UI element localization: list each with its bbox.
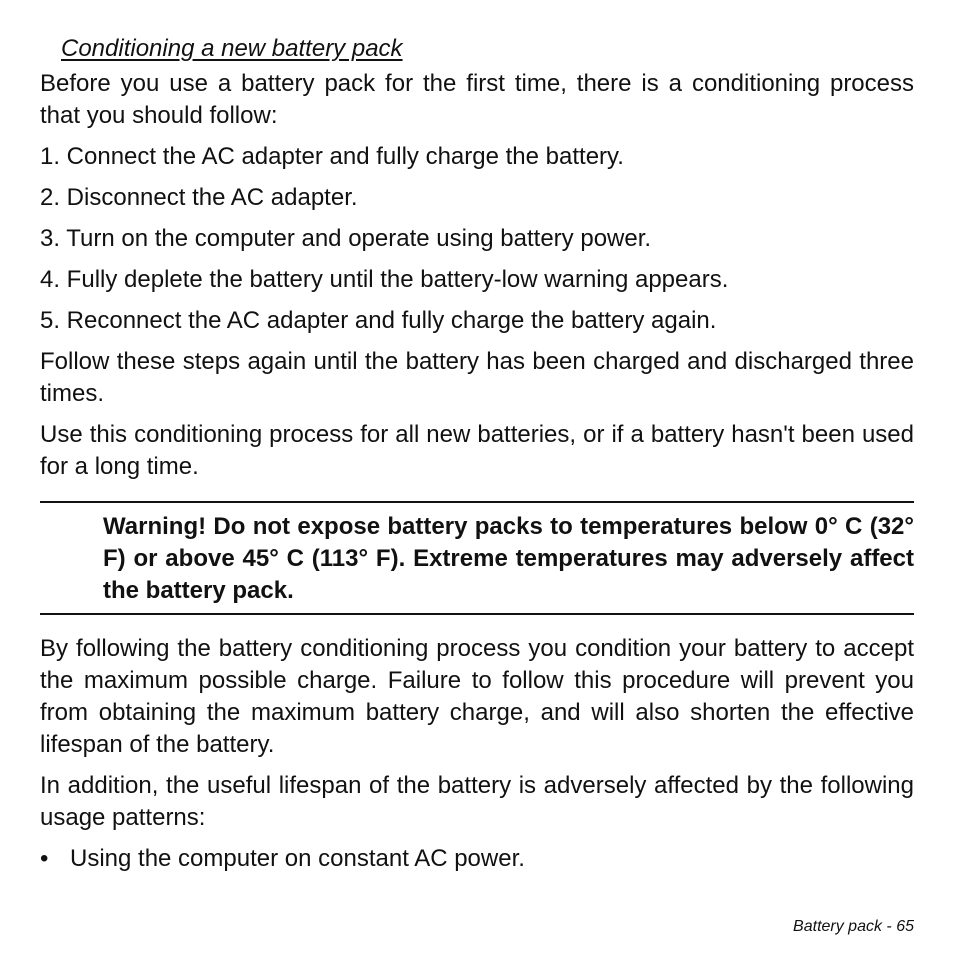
warning-text: Warning! Do not expose battery packs to temperatures below 0° C (32° F) or above 45° C (113° F). Extreme temperatures may adversely affect the battery pack. [103,513,914,604]
step-item: 3. Turn on the computer and operate using battery power. [40,225,652,252]
step-item: 4. Fully deplete the battery until the battery-low warning appears. [40,266,729,293]
step-item: 1. Connect the AC adapter and fully charge the battery. [40,143,624,170]
page-footer [793,916,914,938]
warning-box [40,501,914,615]
consequence-paragraph: By following the battery conditioning process you condition your battery to accept the maximum possible charge. Failure to follow this procedure will prevent you from obtaining the maximum battery charge, and will also shorten the effective lifespan of the battery. [40,635,914,758]
addition-paragraph: In addition, the useful lifespan of the battery is adversely affected by the following usage patterns: [40,772,914,831]
use-paragraph: Use this conditioning process for all new batteries, or if a battery hasn't been used for a long time. [40,421,914,480]
bullet-icon: • [40,845,49,872]
intro-paragraph: Before you use a battery pack for the first time, there is a conditioning process that you should follow: [40,70,914,129]
usage-patterns-list [40,843,914,875]
section-title: Conditioning a new battery pack [61,35,403,62]
follow-paragraph: Follow these steps again until the battery has been charged and discharged three times. [40,348,914,407]
footer-label: Battery pack - [793,918,897,935]
document-page [40,34,914,875]
step-item: 2. Disconnect the AC adapter. [40,184,358,211]
step-item: 5. Reconnect the AC adapter and fully charge the battery again. [40,307,717,334]
list-item-text: Using the computer on constant AC power. [70,845,525,872]
list-item [40,843,914,875]
conditioning-steps-list [40,141,914,337]
page-number: 65 [896,918,914,935]
